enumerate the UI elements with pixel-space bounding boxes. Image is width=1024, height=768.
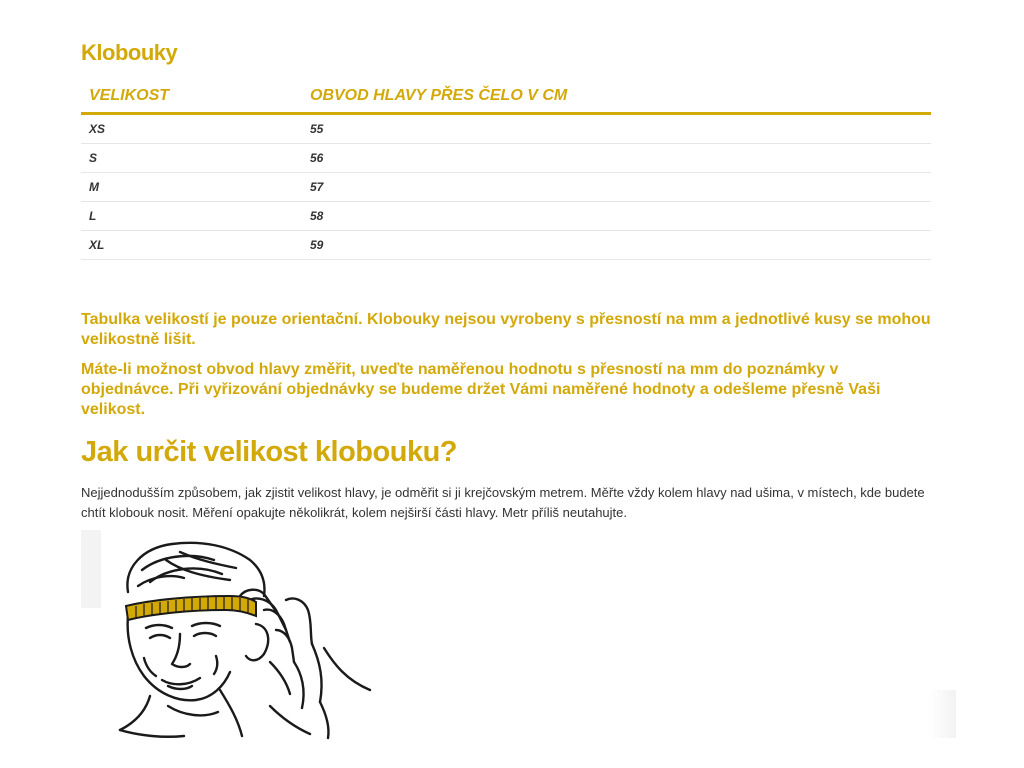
circumference-cell: 58 [302,202,931,231]
decorative-fade [930,690,956,738]
column-header-size: VELIKOST [89,87,170,104]
measurement-instructions: Nejjednodušším způsobem, jak zjistit velikost hlavy, je odměřit si ji krejčovským metrem. Měřte vždy kolem hlavy nad ušima, v místech, kde budete chtít klobouk nosit. Měření opakujte několikrát, kolem nejširší části hlavy. Metr příliš neutahujte. [81,485,925,520]
table-header-row [81,80,931,114]
circumference-cell: 56 [302,144,931,173]
table-row [81,173,931,202]
how-to-measure-heading: Jak určit velikost klobouku? [81,436,457,468]
size-cell: M [81,173,302,202]
column-header-circumference: OBVOD HLAVY PŘES ČELO V CM [310,87,568,104]
circumference-cell: 59 [302,231,931,260]
size-cell: XL [81,231,302,260]
circumference-cell: 57 [302,173,931,202]
size-cell: S [81,144,302,173]
measurement-note: Máte-li možnost obvod hlavy změřit, uveďte naměřenou hodnotu s přesností na mm do poznámky v objednávce. Při vyřizování objednávky se budeme držet Vámi naměřené hodnoty a odešleme přesně Vaši velikost. [81,361,881,418]
size-table [81,80,931,260]
head-measuring-illustration [80,530,380,740]
table-row [81,231,931,260]
size-disclaimer-note: Tabulka velikostí je pouze orientační. Klobouky nejsou vyrobeny s přesností na mm a jednotlivé kusy se mohou velikostně lišit. [81,311,931,348]
table-row [81,202,931,231]
section-title: Klobouky [81,40,178,65]
circumference-cell: 55 [302,114,931,144]
size-cell: L [81,202,302,231]
table-row [81,114,931,144]
size-cell: XS [81,114,302,144]
table-row [81,144,931,173]
